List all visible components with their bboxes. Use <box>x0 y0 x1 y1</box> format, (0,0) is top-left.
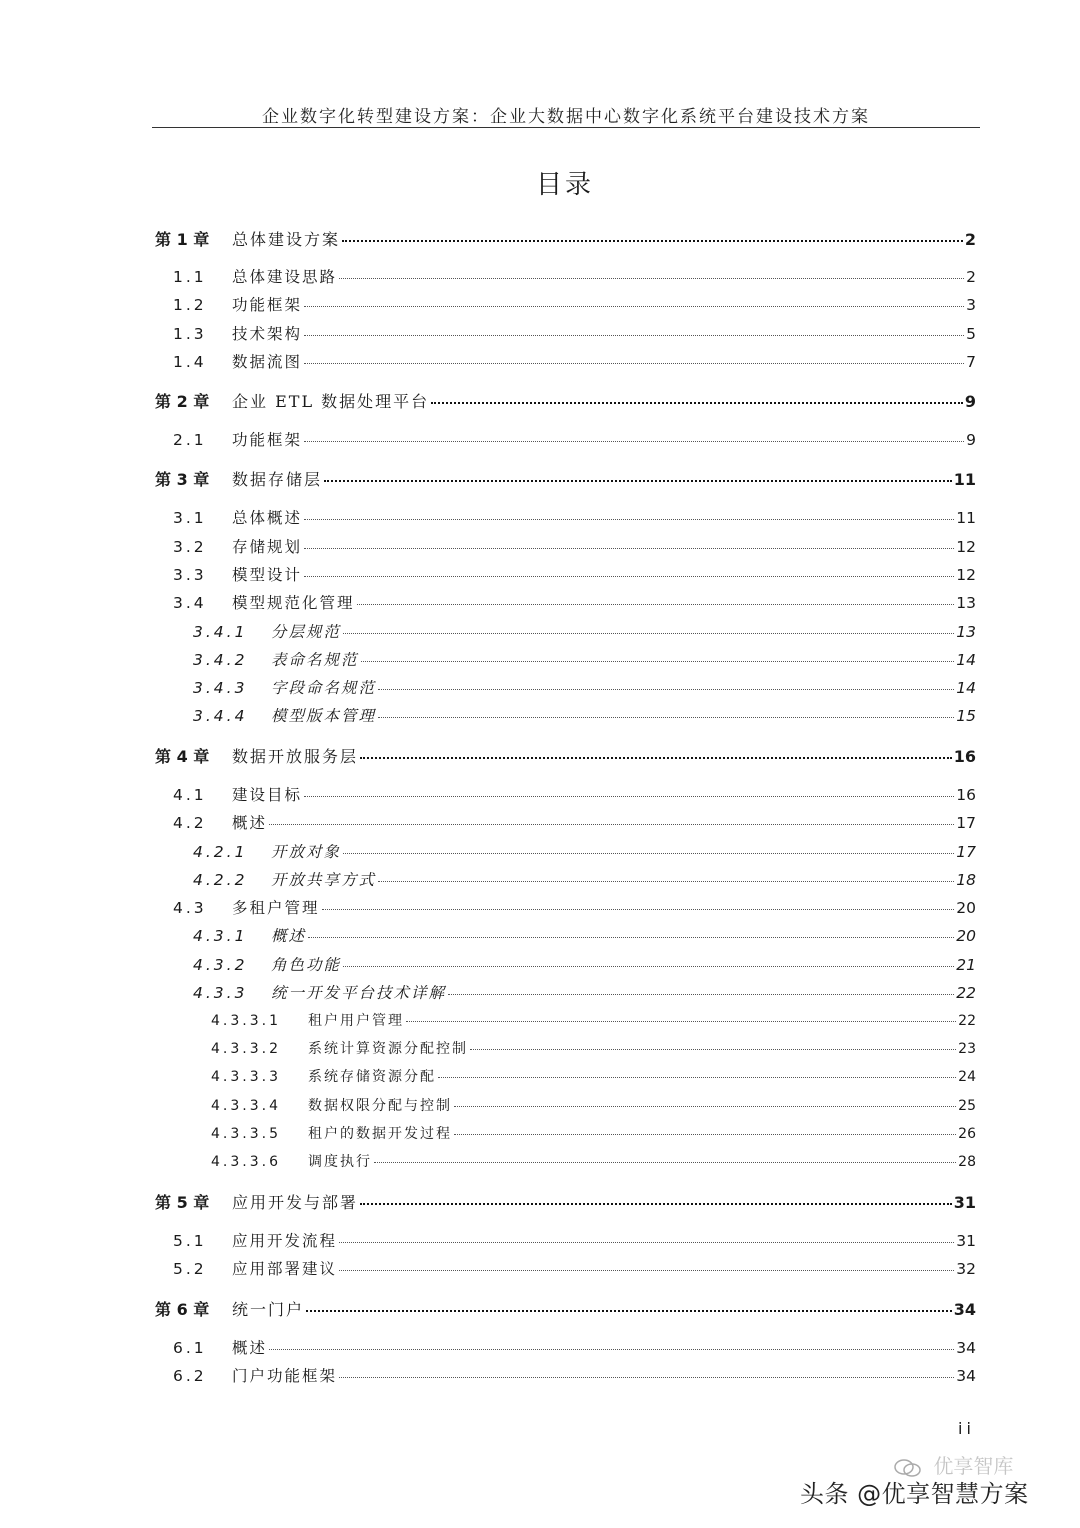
toc-entry-label: 统一门户 <box>232 1300 305 1319</box>
toc-entry-label: 统一开发平台技术详解 <box>271 984 447 1002</box>
toc-title: 目录 <box>535 170 594 200</box>
toc-entry-label: 总体概述 <box>232 509 303 527</box>
toc-dot-leader <box>406 1020 956 1022</box>
toc-entry-level-2[interactable] <box>173 350 976 372</box>
toc-entry-level-1[interactable] <box>155 467 976 490</box>
toc-dot-leader <box>306 1309 952 1312</box>
toc-entry-label: 概述 <box>232 814 268 832</box>
toc-entry-page: 14 <box>956 651 976 669</box>
toc-dot-leader <box>339 1269 954 1271</box>
toc-entry-page: 34 <box>956 1339 976 1357</box>
toc-dot-leader <box>343 852 954 854</box>
toc-entry-level-2[interactable] <box>173 811 976 833</box>
toc-entry-number: 第 1 章 <box>155 230 210 249</box>
toc-entry-level-3[interactable] <box>193 704 976 726</box>
toc-entry-number: 4.2.2 <box>193 871 248 889</box>
toc-dot-leader <box>361 660 955 662</box>
toc-entry-level-2[interactable] <box>173 591 976 613</box>
toc-entry-page: 3 <box>966 296 976 314</box>
toc-entry-level-3[interactable] <box>193 868 976 890</box>
watermark-behind-text: 优享智库 <box>933 1454 1014 1478</box>
toc-entry-label: 概述 <box>271 927 307 945</box>
toc-entry-number: 4.3 <box>173 899 207 917</box>
toc-entry-label: 系统存储资源分配 <box>308 1069 436 1085</box>
toc-entry-label: 模型版本管理 <box>271 707 377 725</box>
toc-entry-page: 16 <box>953 747 976 766</box>
toc-entry-label: 开放对象 <box>271 843 342 861</box>
toc-entry-number: 3.4.4 <box>193 707 248 725</box>
toc-entry-number: 第 2 章 <box>155 392 210 411</box>
toc-dot-leader <box>304 795 954 797</box>
toc-dot-leader <box>343 965 954 967</box>
toc-entry-number: 4.2 <box>173 814 207 832</box>
toc-entry-level-4[interactable] <box>211 1038 976 1058</box>
toc-dot-leader <box>304 305 964 307</box>
toc-dot-leader <box>304 362 964 364</box>
toc-entry-level-1[interactable] <box>155 744 976 767</box>
toc-entry-number: 4.3.3.5 <box>211 1126 281 1142</box>
toc-entry-number: 1.4 <box>173 353 207 371</box>
toc-dot-leader <box>378 880 954 882</box>
toc-entry-number: 3.4.3 <box>193 679 248 697</box>
toc-entry-number: 第 3 章 <box>155 470 210 489</box>
toc-entry-level-1[interactable] <box>155 1190 976 1213</box>
toc-entry-page: 12 <box>956 538 976 556</box>
watermark: 头条 @优享智慧方案 <box>800 1480 1029 1508</box>
toc-dot-leader <box>339 1376 954 1378</box>
toc-entry-page: 13 <box>956 623 976 641</box>
toc-entry-label: 企业 ETL 数据处理平台 <box>232 392 430 411</box>
toc-entry-label: 功能框架 <box>232 431 303 449</box>
toc-entry-page: 17 <box>956 843 976 861</box>
toc-dot-leader <box>269 823 954 825</box>
toc-entry-level-3[interactable] <box>193 620 976 642</box>
toc-dot-leader <box>374 1161 956 1163</box>
toc-dot-leader <box>360 1202 952 1205</box>
toc-dot-leader <box>304 334 964 336</box>
toc-entry-label: 系统计算资源分配控制 <box>308 1041 468 1057</box>
toc-entry-page: 22 <box>958 1013 976 1029</box>
toc-entry-number: 6.2 <box>173 1367 207 1385</box>
toc-entry-level-2[interactable] <box>173 265 976 287</box>
toc-entry-page: 22 <box>956 984 976 1002</box>
toc-dot-leader <box>304 440 964 442</box>
toc-entry-page: 21 <box>956 956 976 974</box>
toc-entry-number: 4.3.3.2 <box>211 1041 281 1057</box>
toc-entry-number: 1.2 <box>173 296 207 314</box>
toc-entry-level-2[interactable] <box>173 563 976 585</box>
toc-entry-level-2[interactable] <box>173 1364 976 1386</box>
toc-entry-label: 总体建设方案 <box>232 230 341 249</box>
toc-entry-number: 4.2.1 <box>193 843 248 861</box>
toc-entry-label: 字段命名规范 <box>271 679 377 697</box>
toc-entry-page: 11 <box>953 470 976 489</box>
toc-entry-label: 存储规划 <box>232 538 303 556</box>
toc-entry-level-3[interactable] <box>193 981 976 1003</box>
toc-entry-page: 31 <box>956 1232 976 1250</box>
header-rule <box>152 127 980 128</box>
toc-dot-leader <box>357 603 955 605</box>
toc-entry-level-2[interactable] <box>173 293 976 315</box>
toc-entry-label: 表命名规范 <box>271 651 359 669</box>
toc-entry-page: 12 <box>956 566 976 584</box>
toc-entry-label: 功能框架 <box>232 296 303 314</box>
toc-entry-number: 6.1 <box>173 1339 207 1357</box>
toc-entry-number: 3.4.2 <box>193 651 248 669</box>
toc-entry-label: 门户功能框架 <box>232 1367 338 1385</box>
toc-entry-level-2[interactable] <box>173 428 976 450</box>
toc-entry-number: 第 6 章 <box>155 1300 210 1319</box>
toc-entry-level-2[interactable] <box>173 1257 976 1279</box>
toc-dot-leader <box>304 547 954 549</box>
toc-entry-number: 4.3.3.3 <box>211 1069 281 1085</box>
toc-entry-number: 3.4.1 <box>193 623 248 641</box>
toc-entry-label: 应用部署建议 <box>232 1260 338 1278</box>
toc-entry-label: 模型规范化管理 <box>232 594 355 612</box>
toc-entry-page: 26 <box>958 1126 976 1142</box>
toc-entry-label: 分层规范 <box>271 623 342 641</box>
toc-dot-leader <box>448 993 954 995</box>
toc-entry-page: 9 <box>964 392 976 411</box>
toc-entry-number: 2.1 <box>173 431 207 449</box>
toc-dot-leader <box>378 688 954 690</box>
toc-dot-leader <box>339 1241 954 1243</box>
toc-entry-page: 18 <box>956 871 976 889</box>
toc-dot-leader <box>339 277 964 279</box>
toc-dot-leader <box>269 1348 954 1350</box>
toc-entry-number: 1.3 <box>173 325 207 343</box>
toc-dot-leader <box>454 1105 956 1107</box>
toc-entry-number: 1.1 <box>173 268 207 286</box>
toc-dot-leader <box>343 632 954 634</box>
toc-entry-level-1[interactable] <box>155 389 976 412</box>
toc-entry-page: 34 <box>953 1300 976 1319</box>
toc-entry-level-2[interactable] <box>173 1336 976 1358</box>
toc-dot-leader <box>324 479 952 482</box>
toc-entry-page: 32 <box>956 1260 976 1278</box>
toc-entry-label: 数据存储层 <box>232 470 323 489</box>
toc-entry-label: 应用开发流程 <box>232 1232 338 1250</box>
toc-entry-label: 数据流图 <box>232 353 303 371</box>
toc-dot-leader <box>342 239 963 242</box>
toc-entry-label: 数据开放服务层 <box>232 747 359 766</box>
toc-entry-level-3[interactable] <box>193 648 976 670</box>
toc-entry-level-1[interactable] <box>155 1297 976 1320</box>
toc-entry-label: 技术架构 <box>232 325 303 343</box>
toc-entry-level-4[interactable] <box>211 1066 976 1086</box>
toc-entry-label: 数据权限分配与控制 <box>308 1098 452 1114</box>
toc-entry-number: 4.3.3 <box>193 984 248 1002</box>
toc-entry-page: 34 <box>956 1367 976 1385</box>
toc-dot-leader <box>378 716 954 718</box>
toc-entry-level-1[interactable] <box>155 227 976 250</box>
toc-entry-label: 角色功能 <box>271 956 342 974</box>
toc-entry-number: 4.3.3.1 <box>211 1013 281 1029</box>
toc-dot-leader <box>454 1133 956 1135</box>
toc-entry-number: 4.3.3.4 <box>211 1098 281 1114</box>
toc-entry-level-4[interactable] <box>211 1095 976 1115</box>
toc-dot-leader <box>431 401 963 404</box>
toc-dot-leader <box>360 756 952 759</box>
toc-entry-level-3[interactable] <box>193 840 976 862</box>
toc-entry-number: 3.3 <box>173 566 207 584</box>
toc-entry-number: 第 5 章 <box>155 1193 210 1212</box>
toc-entry-page: 5 <box>966 325 976 343</box>
toc-dot-leader <box>438 1076 956 1078</box>
toc-entry-page: 14 <box>956 679 976 697</box>
toc-entry-level-3[interactable] <box>193 676 976 698</box>
toc-entry-number: 3.2 <box>173 538 207 556</box>
toc-entry-number: 第 4 章 <box>155 747 210 766</box>
toc-entry-number: 3.4 <box>173 594 207 612</box>
toc-entry-label: 总体建设思路 <box>232 268 338 286</box>
toc-entry-label: 开放共享方式 <box>271 871 377 889</box>
toc-entry-number: 5.2 <box>173 1260 207 1278</box>
toc-entry-number: 3.1 <box>173 509 207 527</box>
toc-dot-leader <box>308 936 954 938</box>
toc-entry-label: 租户的数据开发过程 <box>308 1126 452 1142</box>
toc-dot-leader <box>304 518 954 520</box>
toc-entry-number: 4.1 <box>173 786 207 804</box>
toc-dot-leader <box>322 908 955 910</box>
toc-entry-level-2[interactable] <box>173 1229 976 1251</box>
toc-entry-page: 20 <box>956 927 976 945</box>
toc-entry-level-3[interactable] <box>193 953 976 975</box>
toc-entry-level-4[interactable] <box>211 1010 976 1030</box>
page-number: ii <box>958 1419 975 1438</box>
toc-entry-page: 31 <box>953 1193 976 1212</box>
toc-entry-number: 4.3.2 <box>193 956 248 974</box>
toc-entry-label: 多租户管理 <box>232 899 320 917</box>
toc-entry-level-2[interactable] <box>173 506 976 528</box>
document-header: 企业数字化转型建设方案：企业大数据中心数字化系统平台建设技术方案 <box>262 107 870 127</box>
toc-entry-page: 2 <box>964 230 976 249</box>
toc-entry-page: 20 <box>956 899 976 917</box>
toc-entry-label: 建设目标 <box>232 786 303 804</box>
toc-entry-number: 4.3.1 <box>193 927 248 945</box>
toc-entry-page: 11 <box>956 509 976 527</box>
toc-entry-page: 28 <box>958 1154 976 1170</box>
toc-entry-page: 7 <box>966 353 976 371</box>
toc-entry-page: 24 <box>958 1069 976 1085</box>
toc-entry-level-4[interactable] <box>211 1123 976 1143</box>
toc-entry-page: 15 <box>956 707 976 725</box>
toc-entry-page: 16 <box>956 786 976 804</box>
toc-entry-label: 模型设计 <box>232 566 303 584</box>
toc-dot-leader <box>304 575 954 577</box>
toc-entry-level-2[interactable] <box>173 783 976 805</box>
toc-entry-level-2[interactable] <box>173 535 976 557</box>
toc-entry-level-2[interactable] <box>173 322 976 344</box>
toc-entry-label: 租户用户管理 <box>308 1013 404 1029</box>
toc-entry-page: 25 <box>958 1098 976 1114</box>
toc-entry-label: 应用开发与部署 <box>232 1193 359 1212</box>
toc-entry-number: 5.1 <box>173 1232 207 1250</box>
toc-entry-level-3[interactable] <box>193 924 976 946</box>
toc-entry-level-2[interactable] <box>173 896 976 918</box>
toc-entry-page: 17 <box>956 814 976 832</box>
toc-entry-label: 概述 <box>232 1339 268 1357</box>
toc-entry-page: 2 <box>966 268 976 286</box>
toc-entry-page: 23 <box>958 1041 976 1057</box>
toc-entry-page: 13 <box>956 594 976 612</box>
toc-entry-page: 9 <box>966 431 976 449</box>
toc-entry-label: 调度执行 <box>308 1154 372 1170</box>
toc-dot-leader <box>470 1048 956 1050</box>
toc-entry-number: 4.3.3.6 <box>211 1154 281 1170</box>
toc-entry-level-4[interactable] <box>211 1151 976 1171</box>
